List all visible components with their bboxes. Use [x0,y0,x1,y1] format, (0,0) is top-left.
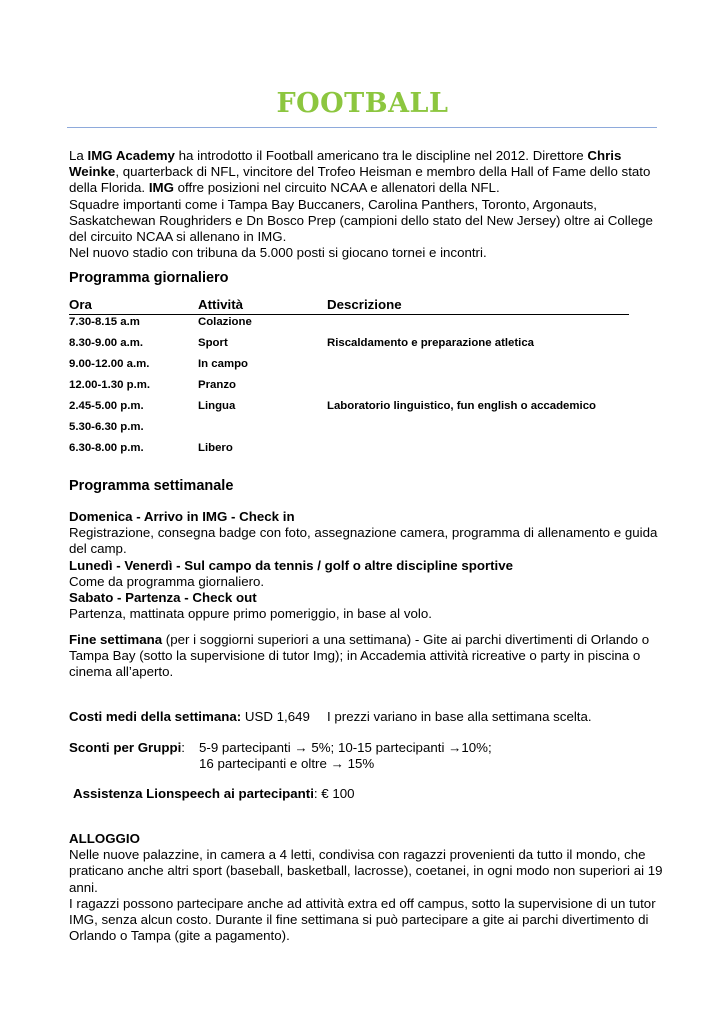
row-time: 5.30-6.30 p.m. [69,421,144,433]
accommodation-heading: ALLOGGIO [69,831,140,846]
weekly-item-text: Registrazione, consegna badge con foto, assegnazione camera, programma di allenamento e guida del camp. [69,525,658,557]
row-activity: Pranzo [198,379,236,391]
row-description: Laboratorio linguistico, fun english o accademico [327,400,596,412]
costs-label: Costi medi della settimana: [69,709,242,724]
weekly-item-title: Domenica - Arrivo in IMG - Check in [69,509,295,524]
column-header: Descrizione [327,297,402,312]
intro-paragraph-3: Nel nuovo stadio con tribuna da 5.000 posti si giocano tornei e incontri. [69,245,487,261]
row-time: 6.30-8.00 p.m. [69,442,144,454]
weekly-item-text: Partenza, mattinata oppure primo pomeriggio, in base al volo. [69,606,432,622]
weekly-item-text: Come da programma giornaliero. [69,573,265,589]
table-row [69,442,649,456]
discounts-label: Sconti per Gruppi [69,740,182,755]
row-activity: In campo [198,358,249,370]
row-description: Riscaldamento e preparazione atletica [327,337,535,349]
row-time: 12.00-1.30 p.m. [69,379,151,391]
weekly-section [69,509,664,622]
row-activity: Colazione [198,316,252,328]
row-activity: Lingua [198,400,236,412]
discounts-line-2: 16 partecipanti e oltre → 15% [199,756,375,771]
costs-value: USD 1,649 [241,709,310,724]
assistance-line: Assistenza Lionspeech ai partecipanti: € 100 [73,786,355,801]
column-header: Ora [69,297,92,312]
table-row [69,379,649,393]
accommodation-paragraph-1: Nelle nuove palazzine, in camera a 4 letti, condivisa con ragazzi provenienti da tutto il mondo, che praticano anche altri sport (baseball, basketball, lacrosse), coetanei, in ogni modo non superiori ai 19 anni. [69,847,663,895]
costs-note: I prezzi variano in base alla settimana scelta. [327,709,592,724]
title-divider [67,127,657,128]
table-row [69,358,649,372]
weekly-item-title: Sabato - Partenza - Check out [69,590,257,606]
intro-section [69,148,664,261]
table-row [69,337,649,351]
daily-heading: Programma giornaliero [69,270,229,286]
row-activity: Libero [198,442,233,454]
accommodation-paragraph-2: I ragazzi possono partecipare anche ad attività extra ed off campus, sotto la supervisione di un tutor IMG, senza alcun costo. Durante il fine settimana si può partecipare a gite ai parchi divertimento di Orlando o Tampa (gite a pagamento). [69,895,656,944]
weekly-item-title: Lunedì - Venerdì - Sul campo da tennis / golf o altre discipline sportive [69,557,514,573]
costs-line [69,709,664,725]
discounts-block: Sconti per Gruppi: 5-9 partecipanti → 5%; 10-15 partecipanti →10%; 16 partecipanti e oltre → 15% [69,740,492,771]
row-time: 9.00-12.00 a.m. [69,358,150,370]
daily-table-header [69,297,629,315]
intro-paragraph-1: La IMG Academy ha introdotto il Football americano tra le discipline nel 2012. Direttore Chris Weinke, quarterback di NFL, vincitore del Trofeo Heisman e membro della Hall of Fame dello stato della Florida. IMG offre posizioni nel circuito NCAA e allenatori della NFL. [69,148,651,196]
row-activity: Sport [198,337,228,349]
row-time: 8.30-9.00 a.m. [69,337,144,349]
table-row [69,421,649,435]
accommodation-section [69,831,664,944]
weekend-paragraph: Fine settimana (per i soggiorni superiori a una settimana) - Gite ai parchi divertimenti di Orlando o Tampa Bay (sotto la supervisione di tutor Img); in Accademia attività ricreative o party in piscina o cinema all’aperto. [69,632,650,680]
column-header: Attività [198,297,244,312]
discounts-line-1: 5-9 partecipanti → 5%; 10-15 partecipanti →10%; [199,740,492,755]
intro-paragraph-2: Squadre importanti come i Tampa Bay Buccaners, Carolina Panthers, Toronto, Argonauts, Saskatchewan Roughriders e Dn Bosco Prep (campioni dello stato del New Jersey) oltre ai College del circuito NCAA si allenano in IMG. [69,196,653,245]
row-time: 2.45-5.00 p.m. [69,400,144,412]
table-row [69,400,649,414]
weekly-heading: Programma settimanale [69,478,234,494]
page-title: FOOTBALL [276,88,449,119]
row-time: 7.30-8.15 a.m [69,316,140,328]
table-row [69,316,649,330]
